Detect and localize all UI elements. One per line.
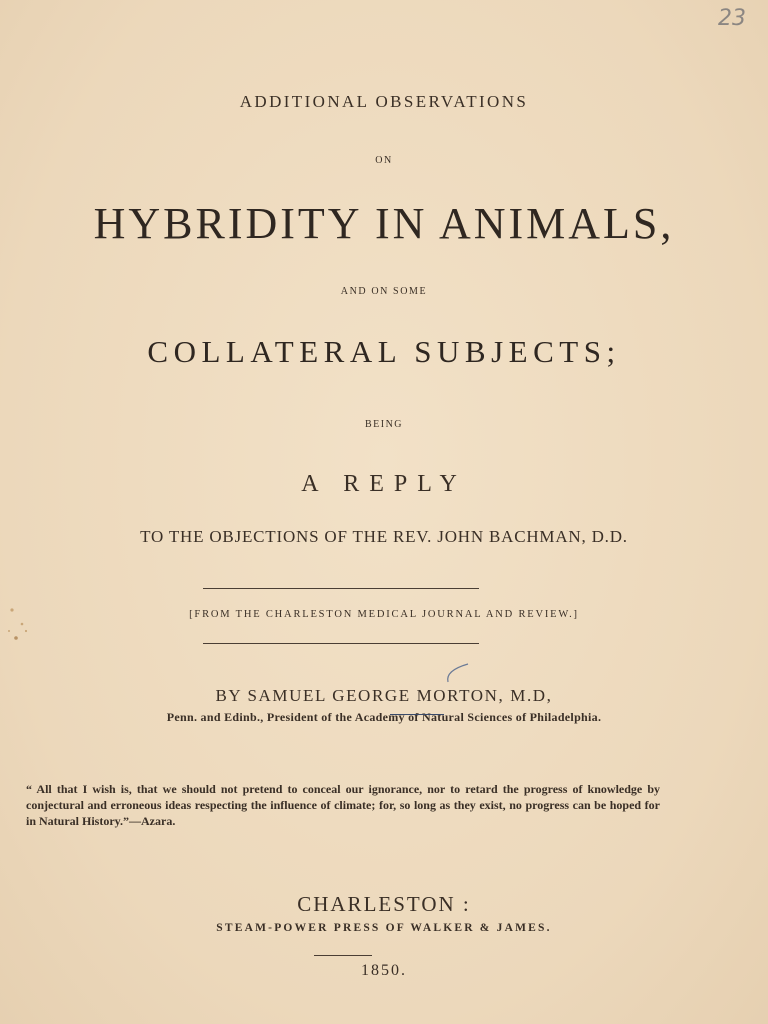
- main-title: HYBRIDITY IN ANIMALS,: [93, 199, 675, 248]
- publication-year: 1850.: [361, 962, 407, 979]
- title-line-being: BEING: [364, 419, 404, 430]
- publication-place: CHARLESTON :: [297, 892, 471, 916]
- title-line-on: ON: [375, 155, 393, 166]
- author-line: BY SAMUEL GEORGE MORTON, M.D,: [215, 686, 553, 705]
- reply-heading: A REPLY: [301, 471, 467, 497]
- divider-rule-bottom: [203, 643, 479, 644]
- author-credentials: Penn. and Edinb., President of the Academy of Natural Sciences of Philadelphia.: [166, 710, 602, 724]
- paper-specks-decoration: [0, 600, 40, 660]
- source-note: [FROM THE CHARLESTON MEDICAL JOURNAL AND REVIEW.]: [189, 609, 579, 620]
- ink-strike-mark: [390, 714, 444, 715]
- divider-rule-year: [314, 955, 372, 956]
- page-number: 23: [718, 6, 746, 31]
- title-line-additional-observations: ADDITIONAL OBSERVATIONS: [239, 92, 529, 111]
- epigraph-quote: “ All that I wish is, that we should not pretend to conceal our ignorance, nor to retard the progress of knowledge by conjectural and erroneous ideas respecting the influence of climate; for, so long as they exist, no progress can be hoped for in Natural History.”—Azara.: [26, 782, 660, 828]
- subtitle: COLLATERAL SUBJECTS;: [147, 334, 621, 369]
- printer-line: STEAM-POWER PRESS OF WALKER & JAMES.: [216, 922, 552, 934]
- title-line-and-on-some: AND ON SOME: [340, 286, 428, 297]
- objections-line: TO THE OBJECTIONS OF THE REV. JOHN BACHMAN, D.D.: [140, 527, 628, 546]
- divider-rule-top: [203, 588, 479, 589]
